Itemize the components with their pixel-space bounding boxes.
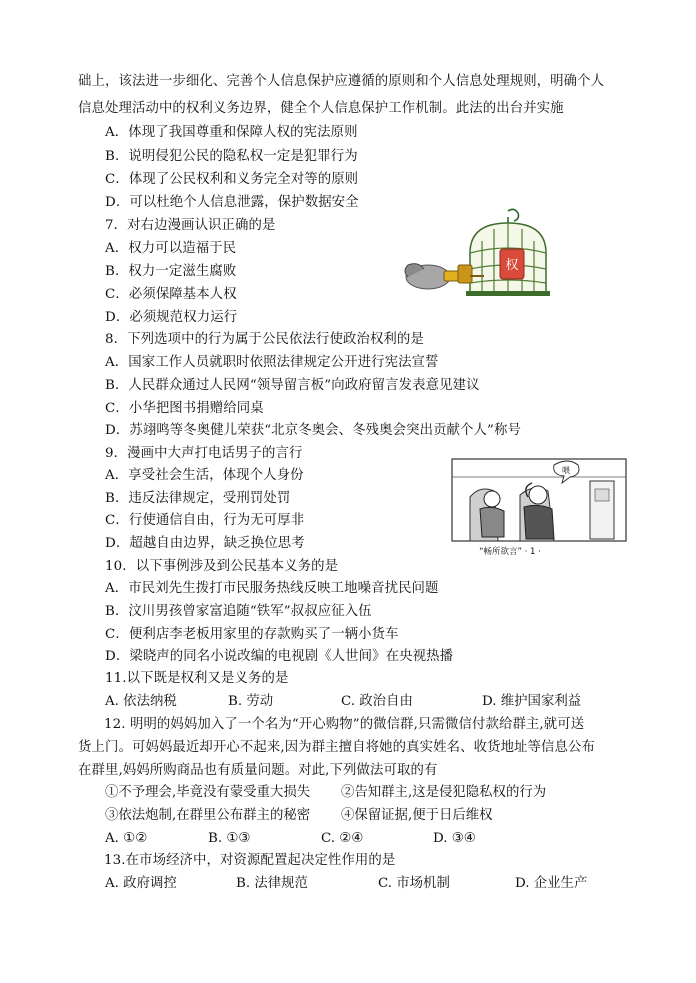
q13-option-c: C. 市场机制	[378, 876, 450, 891]
q6-option-d: D．可以杜绝个人信息泄露，保护数据安全	[105, 195, 359, 210]
q12-option-d: D. ③④	[433, 831, 476, 846]
q13-option-a: A. 政府调控	[105, 876, 177, 891]
q7-option-b: B．权力一定滋生腐败	[105, 264, 237, 279]
q12-option-c: C. ②④	[321, 831, 364, 846]
q10-option-d: D．梁晓声的同名小说改编的电视剧《人世间》在央视热播	[105, 649, 454, 664]
q8-option-a: A．国家工作人员就职时依照法律规定公开进行宪法宣誓	[105, 355, 439, 370]
q9-option-c: C．行使通信自由，行为无可厚非	[105, 513, 305, 528]
q11-option-a: A. 依法纳税	[105, 694, 177, 709]
q12-stem-line-3: 在群里,妈妈所购商品也有质量问题。对此,下列做法可取的有	[78, 763, 438, 778]
q6-option-a: A．体现了我国尊重和保障人权的宪法原则	[105, 125, 358, 140]
train-cartoon-figure	[450, 457, 630, 557]
q11-option-c: C. 政治自由	[341, 694, 413, 709]
q10-stem: 10．以下事例涉及到公民基本义务的是	[105, 559, 339, 574]
q12-statement-3: ③依法炮制,在群里公布群主的秘密	[105, 808, 311, 823]
q8-option-b: B．人民群众通过人民网“领导留言板”向政府留言发表意见建议	[105, 378, 480, 393]
q9-option-a: A．享受社会生活，体现个人身份	[105, 468, 304, 483]
q9-stem: 9．漫画中大声打电话男子的言行	[105, 446, 303, 461]
q6-option-b: B．说明侵犯公民的隐私权一定是犯罪行为	[105, 149, 358, 164]
q7-option-a: A．权力可以造福于民	[105, 241, 237, 256]
q10-option-b: B．汶川男孩曾家富追随“铁军”叔叔应征入伍	[105, 604, 372, 619]
q6-option-c: C．体现了公民权利和义务完全对等的原则	[105, 172, 359, 187]
q12-statement-1: ①不予理会,毕竟没有蒙受重大损失	[105, 785, 311, 800]
cage-cartoon-figure	[400, 207, 550, 297]
phone-bubble-text: 喂	[562, 466, 570, 475]
train-cartoon-illustration	[450, 457, 630, 557]
q6-stem-line-2: 信息处理活动中的权利义务边界，健全个人信息保护工作机制。此法的出台并实施	[78, 101, 564, 116]
q9-option-b: B．违反法律规定，受刑罚处罚	[105, 491, 291, 506]
q12-statement-2: ②告知群主,这是侵犯隐私权的行为	[341, 785, 547, 800]
q7-option-d: D．必须规范权力运行	[105, 310, 238, 325]
q11-option-b: B. 劳动	[228, 694, 274, 709]
q8-option-c: C．小华把图书捐赠给同桌	[105, 401, 264, 416]
q11-option-d: D. 维护国家利益	[482, 694, 582, 709]
q10-option-c: C．便利店李老板用家里的存款购买了一辆小货车	[105, 627, 399, 642]
q12-statement-4: ④保留证据,便于日后维权	[341, 808, 493, 823]
q12-stem-line-2: 货上门。可妈妈最近却开心不起来,因为群主擅自将她的真实姓名、收货地址等信息公布	[78, 740, 595, 755]
q11-stem: 11.以下既是权利又是义务的是	[105, 671, 289, 686]
train-cartoon-caption: “畅所欲言” · 1 ·	[479, 547, 541, 557]
q8-option-d: D．苏翊鸣等冬奥健儿荣获“北京冬奥会、冬残奥会突出贡献个人”称号	[105, 423, 521, 438]
q13-option-b: B. 法律规范	[236, 876, 308, 891]
cage-sign-text: 权	[505, 258, 519, 273]
q13-option-d: D. 企业生产	[515, 876, 588, 891]
q13-stem: 13.在市场经济中，对资源配置起决定性作用的是	[104, 853, 396, 868]
q12-option-b: B. ①③	[208, 831, 251, 846]
q6-stem-line-1: 础上，该法进一步细化、完善个人信息保护应遵循的原则和个人信息处理规则，明确个人	[78, 74, 605, 89]
q7-stem: 7．对右边漫画认识正确的是	[105, 218, 276, 233]
q7-option-c: C．必须保障基本人权	[105, 287, 237, 302]
q9-option-d: D．超越自由边界，缺乏换位思考	[105, 536, 305, 551]
cage-cartoon-illustration	[400, 207, 550, 297]
q12-stem-line-1: 12. 明明的妈妈加入了一个名为“开心购物”的微信群,只需微信付款给群主,就可送	[104, 717, 585, 732]
q10-option-a: A．市民刘先生拨打市民服务热线反映工地噪音扰民问题	[105, 581, 439, 596]
q8-stem: 8．下列选项中的行为属于公民依法行使政治权利的是	[105, 332, 424, 347]
q12-option-a: A. ①②	[105, 831, 148, 846]
